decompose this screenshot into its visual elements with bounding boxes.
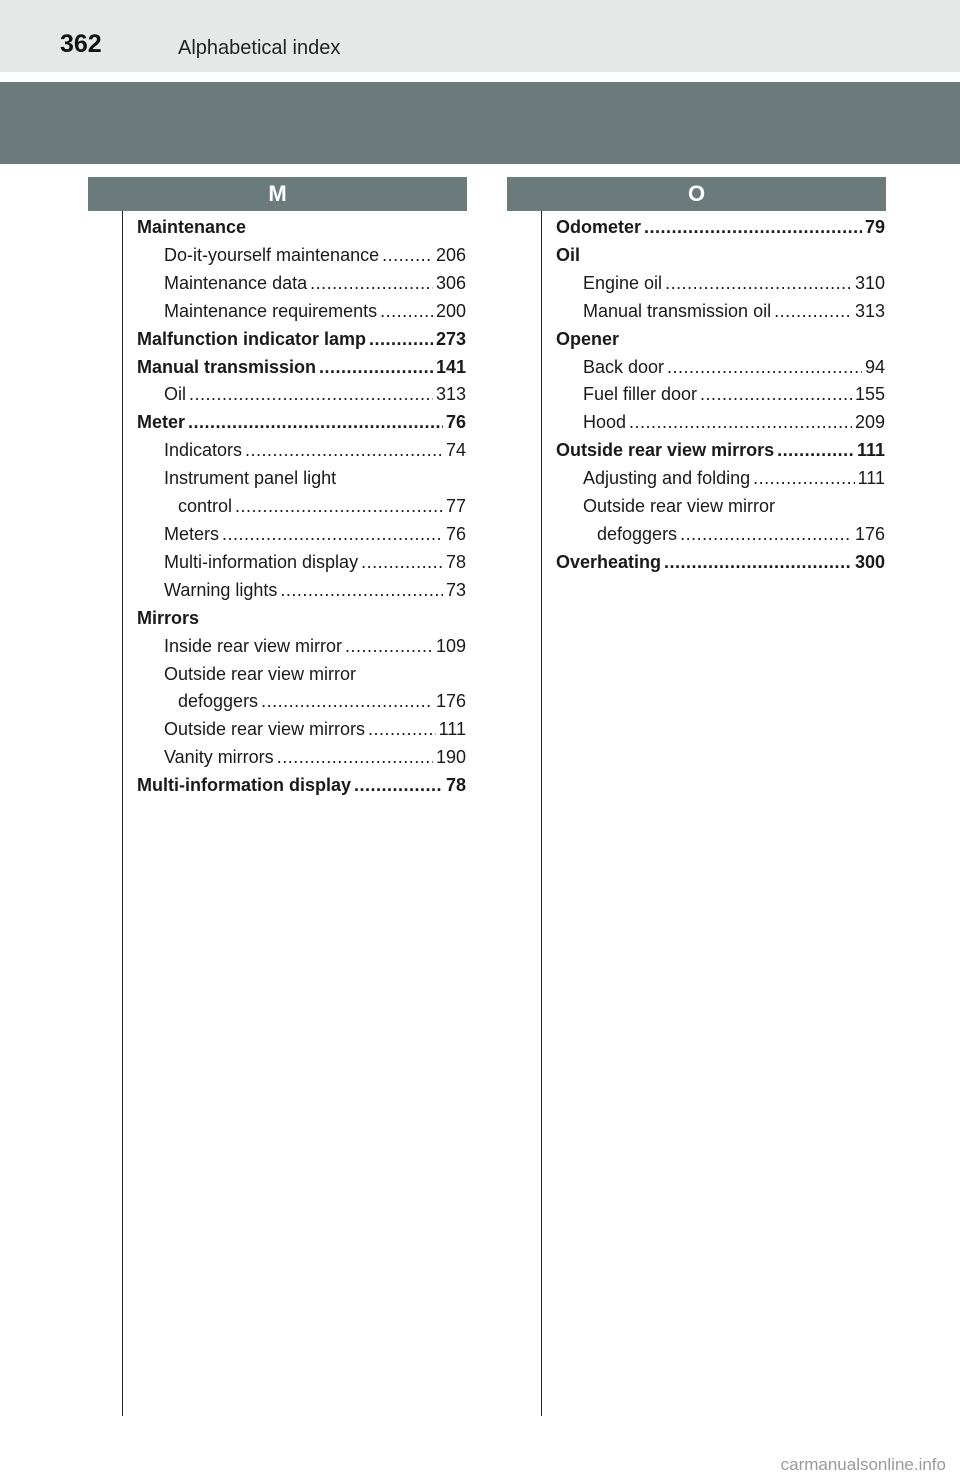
index-entry-label: Oil: [556, 244, 581, 265]
index-entry-label: Mirrors: [137, 607, 200, 628]
column-rule: [122, 211, 123, 1416]
index-entry: [556, 409, 885, 437]
index-entry: [556, 549, 885, 577]
index-entry-label: Fuel filler door: [583, 384, 698, 405]
dot-leader: [354, 772, 443, 800]
index-entry-label: Inside rear view mirror: [164, 635, 343, 656]
dot-leader: [664, 549, 852, 577]
dot-leader: [222, 521, 443, 549]
index-entry: [137, 493, 466, 521]
index-entry: [137, 661, 466, 689]
index-entry-label: Outside rear view mirrors: [556, 440, 775, 461]
index-entry: [137, 577, 466, 605]
index-entry: [137, 549, 466, 577]
index-entry-label: Meters: [164, 523, 220, 544]
index-entry: [137, 214, 466, 242]
index-entry-label: Warning lights: [164, 579, 278, 600]
index-entry: [137, 298, 466, 326]
index-entry-label: Vanity mirrors: [164, 747, 274, 768]
dot-leader: [382, 242, 433, 270]
index-entry: [137, 521, 466, 549]
index-entry: [137, 242, 466, 270]
section-title: Alphabetical index: [178, 37, 341, 59]
index-entry-page: 141: [435, 356, 466, 377]
dot-leader: [280, 577, 443, 605]
index-entry-page: 190: [435, 747, 466, 768]
index-entry: [137, 270, 466, 298]
index-entry-page: 209: [854, 412, 885, 433]
index-entry-label: Opener: [556, 328, 620, 349]
index-entry: [137, 326, 466, 354]
index-entry-page: 77: [445, 496, 466, 517]
dot-leader: [235, 493, 443, 521]
index-entry-label: defoggers: [178, 691, 259, 712]
index-entry-page: 176: [854, 523, 885, 544]
index-entry: [556, 270, 885, 298]
index-entry: [137, 688, 466, 716]
index-entry-label: Multi-information display: [164, 551, 359, 572]
index-entry: [556, 521, 885, 549]
index-entry-label: control: [178, 496, 233, 517]
index-entry-label: Oil: [164, 384, 186, 405]
index-entry-label: Do-it-yourself maintenance: [164, 244, 380, 265]
index-entry-page: 111: [856, 440, 885, 461]
index-entry-page: 300: [854, 551, 885, 572]
dot-leader: [369, 326, 433, 354]
index-entry: [137, 605, 466, 633]
index-entry-page: 109: [435, 635, 466, 656]
index-entry-label: Instrument panel light: [164, 468, 337, 489]
dot-leader: [629, 409, 852, 437]
index-entry-label: Adjusting and folding: [583, 468, 751, 489]
index-entry-page: 206: [435, 244, 466, 265]
index-entry-page: 155: [854, 384, 885, 405]
index-entry-page: 78: [445, 551, 466, 572]
dot-leader: [753, 465, 855, 493]
index-entry: [137, 744, 466, 772]
index-entry-label: Outside rear view mirror: [583, 496, 776, 517]
index-entry-label: Meter: [137, 412, 186, 433]
dot-leader: [277, 744, 433, 772]
index-entry-label: Manual transmission: [137, 356, 317, 377]
dot-leader: [368, 716, 436, 744]
index-entry-label: Manual transmission oil: [583, 300, 772, 321]
index-entry: [137, 465, 466, 493]
index-entry-label: Maintenance requirements: [164, 300, 378, 321]
index-entry-page: 76: [445, 412, 466, 433]
decorative-band: [0, 82, 960, 164]
column-rule: [541, 211, 542, 1416]
index-entry-label: Outside rear view mirrors: [164, 719, 366, 740]
dot-leader: [261, 688, 433, 716]
dot-leader: [380, 298, 433, 326]
index-entry-label: Multi-information display: [137, 775, 351, 796]
header-bar: [0, 0, 960, 72]
index-entry: [556, 493, 885, 521]
index-entry: [556, 214, 885, 242]
index-entry: [137, 437, 466, 465]
index-entry-page: 78: [445, 775, 466, 796]
dot-leader: [319, 354, 433, 382]
index-entry-page: 74: [445, 440, 466, 461]
index-entry-label: Outside rear view mirror: [164, 663, 357, 684]
index-entry: [137, 354, 466, 382]
index-entry-page: 313: [854, 300, 885, 321]
dot-leader: [188, 409, 443, 437]
index-entry-page: 310: [854, 272, 885, 293]
index-entry-page: 111: [857, 468, 885, 489]
index-entry: [137, 409, 466, 437]
index-entry-label: Overheating: [556, 551, 662, 572]
dot-leader: [345, 633, 433, 661]
index-entry-label: defoggers: [597, 523, 678, 544]
index-entry-page: 111: [438, 719, 466, 740]
index-entry-label: Hood: [583, 412, 627, 433]
index-entry: [556, 354, 885, 382]
index-entry-page: 306: [435, 272, 466, 293]
watermark: carmanualsonline.info: [780, 1455, 946, 1474]
index-entry: [556, 465, 885, 493]
index-entry-page: 94: [864, 356, 885, 377]
index-entry: [137, 633, 466, 661]
index-column-m: [137, 214, 466, 800]
index-entry: [137, 716, 466, 744]
index-entry: [556, 381, 885, 409]
dot-leader: [700, 381, 852, 409]
index-entry: [556, 242, 885, 270]
index-entry-label: Maintenance data: [164, 272, 308, 293]
index-entry: [556, 437, 885, 465]
dot-leader: [361, 549, 443, 577]
index-entry-page: 313: [435, 384, 466, 405]
index-entry-label: Maintenance: [137, 217, 247, 237]
page-number: 362: [60, 30, 102, 58]
index-entry-label: Engine oil: [583, 272, 663, 293]
dot-leader: [310, 270, 433, 298]
letter-heading-o: O: [507, 177, 886, 211]
index-entry-page: 73: [445, 579, 466, 600]
letter-heading-m: M: [88, 177, 467, 211]
index-entry: [137, 772, 466, 800]
dot-leader: [667, 354, 862, 382]
index-entry-page: 76: [445, 523, 466, 544]
index-entry-label: Indicators: [164, 440, 243, 461]
index-entry-page: 273: [435, 328, 466, 349]
index-entry: [556, 326, 885, 354]
index-entry-label: Back door: [583, 356, 665, 377]
index-entry-label: Odometer: [556, 217, 642, 237]
dot-leader: [644, 214, 862, 242]
index-entry: [137, 381, 466, 409]
dot-leader: [245, 437, 443, 465]
dot-leader: [774, 298, 852, 326]
dot-leader: [189, 381, 433, 409]
index-column-o: [556, 214, 885, 577]
dot-leader: [665, 270, 852, 298]
index-entry-page: 79: [864, 217, 885, 237]
dot-leader: [777, 437, 854, 465]
index-entry-label: Malfunction indicator lamp: [137, 328, 367, 349]
index-entry: [556, 298, 885, 326]
index-entry-page: 200: [435, 300, 466, 321]
index-entry-page: 176: [435, 691, 466, 712]
dot-leader: [680, 521, 852, 549]
